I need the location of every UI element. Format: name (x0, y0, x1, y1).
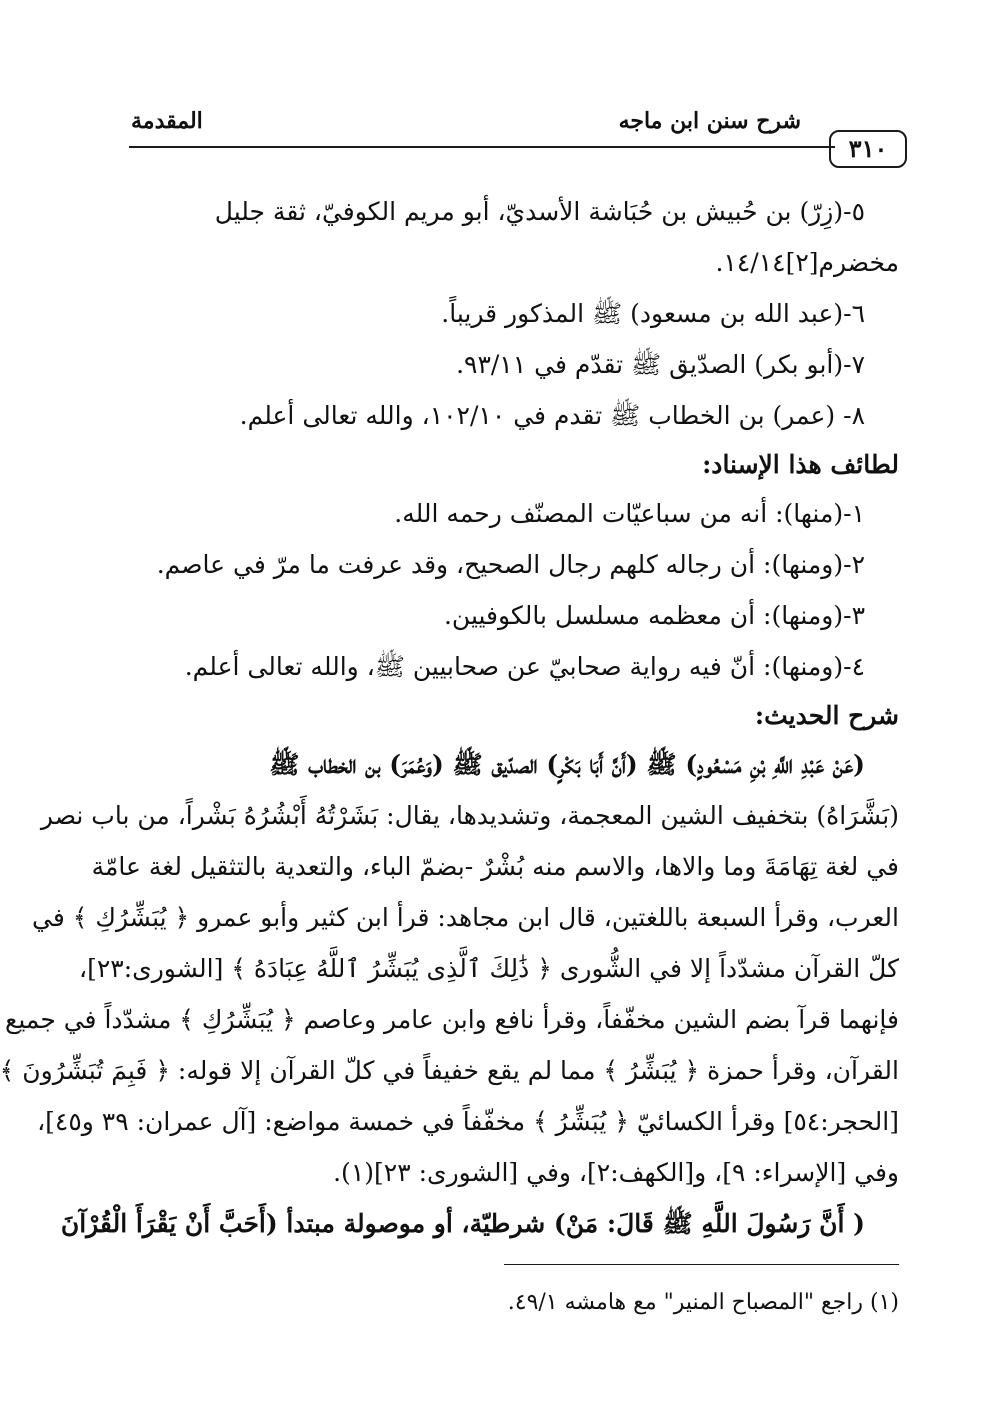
text-line: ٧-(أبو بكر) الصدّيق ﷺ تقدّم في ٩٣/١١. (456, 350, 865, 379)
text-line: ٣-(ومنها): أن معظمه مسلسل بالكوفيين. (443, 601, 865, 630)
text-line: كلّ القرآن مشدّداً إلا في الشُّورى ﴿ ذَٰلِكَ ٱلَّذِى يُبَشِّرُ ٱللَّهُ عِبَادَهُ ﴾ [الشورى:٢٣]، (79, 954, 899, 983)
text-line: ٦-(عبد الله بن مسعود) ﷺ المذكور قريباً. (441, 299, 865, 328)
section-name: المقدمة (131, 108, 203, 134)
text-line: وفي [الإسراء: ٩]، و[الكهف:٢]، وفي [الشورى: ٢٣](١). (333, 1158, 899, 1187)
text-line: فإنهما قرآ بضم الشين مخفّفاً، وقرأ نافع وابن عامر وعاصم ﴿ يُبَشِّرُكِ ﴾ مشدّداً في جميع (5, 1005, 899, 1034)
text-line: القرآن، وقرأ حمزة ﴿ يُبَشِّرُ ﴾ مما لم يقع خفيفاً في كلّ القرآن إلا قوله: ﴿ فَبِمَ تُبَشِّرُونَ ﴾ (0, 1056, 899, 1085)
text-line: ٢-(ومنها): أن رجاله كلهم رجال الصحيح، وقد عرفت ما مرّ في عاصم. (156, 550, 865, 579)
main-text (0, 186, 899, 1249)
text-line: ( أَنَّ رَسُولَ اللَّهِ ﷺ قَالَ: مَنْ) شرطيّة، أو موصولة مبتدأ (أَحَبَّ أَنْ يَقْرَأَ الْقُرْآنَ (60, 1209, 865, 1238)
book-title: شرح سنن ابن ماجه (618, 108, 801, 134)
section-heading: لطائف هذا الإسناد: (702, 450, 899, 479)
text-line: ٨- (عمر) بن الخطاب ﷺ تقدم في ١٠٢/١٠، والله تعالى أعلم. (239, 401, 865, 430)
text-line: [الحجر:٥٤] وقرأ الكسائيّ ﴿ يُبَشِّرُ ﴾ مخفّفاً في خمسة مواضع: [آل عمران: ٣٩ و٤٥]، (37, 1107, 899, 1136)
text-line: ٤-(ومنها): أنّ فيه رواية صحابيّ عن صحابيين ﷺ، والله تعالى أعلم. (184, 652, 865, 681)
section-heading: شرح الحديث: (754, 701, 899, 730)
text-line: مخضرم[٢]١٤/١٤. (715, 248, 899, 277)
text-line: العرب، وقرأ السبعة باللغتين، قال ابن مجاهد: قرأ ابن كثير وأبو عمرو ﴿ يُبَشِّرُكِ ﴾ في (32, 903, 899, 932)
footnote-divider (504, 1264, 899, 1265)
footnote: (١) راجع "المصباح المنير" مع هامشه ٤٩/١. (507, 1290, 899, 1315)
text-line: في لغة تِهَامَةَ وما والاها، والاسم منه بُشْرٌ -بضمّ الباء، والتعدية بالتثقيل لغة عامّة (91, 852, 899, 881)
text-line: ١-(منها): أنه من سباعيّات المصنّف رحمه الله. (394, 499, 865, 528)
text-line: (عَنْ عَبْدِ اللَّهِ بْنِ مَسْعُودٍ) ﷺ (أَنَّ أَبَا بَكْرٍ) الصدّيق ﷺ (وَعُمَرَ) بن الخطاب ﷺ (269, 750, 865, 779)
text-line: (بَشَّرَاهُ) بتخفيف الشين المعجمة، وتشديدها، يقال: بَشَرْتُهُ أَبْشُرُهُ بَشْراً، من باب نصر (40, 801, 899, 830)
header-divider (129, 146, 835, 148)
text-line: ٥-(زِرّ) بن حُبيش بن حُبَاشة الأسديّ، أبو مريم الكوفيّ، ثقة جليل (214, 197, 865, 226)
page-header (129, 96, 899, 163)
page-number: ٣١٠ (829, 130, 907, 168)
book-page (0, 96, 899, 1356)
